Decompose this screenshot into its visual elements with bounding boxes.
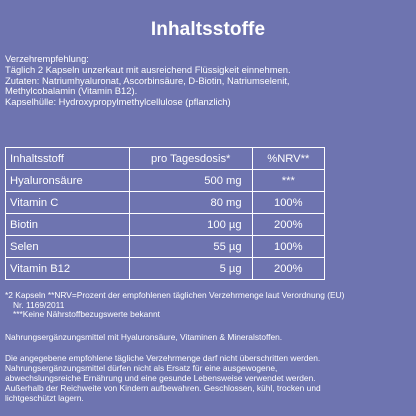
ingredient-nrv: 100%	[252, 236, 324, 258]
table-row	[6, 258, 325, 280]
warning-line: Nahrungsergänzungsmittel dürfen nicht als Ersatz für eine ausgewogene,	[5, 363, 278, 374]
ingredient-name: Biotin	[6, 214, 130, 236]
intro-line: Täglich 2 Kapseln unzerkaut mit ausreichend Flüssigkeit einnehmen.	[5, 63, 291, 75]
intro-line: Kapselhülle: Hydroxypropylmethylcellulose (pflanzlich)	[5, 96, 231, 108]
page-title: Inhaltsstoffe	[150, 19, 266, 40]
intro-line: Verzehrempfehlung:	[5, 53, 89, 64]
intro-line: Zutaten: Natriumhyaluronat, Ascorbinsäure, D-Biotin, Natriumselenit,	[5, 74, 290, 86]
column-header-daily-dose: pro Tagesdosis*	[129, 148, 252, 170]
ingredient-dose: 100 µg	[129, 214, 252, 236]
ingredient-name: Vitamin B12	[6, 258, 130, 280]
ingredient-dose: 80 mg	[129, 192, 252, 214]
warning-line: Die angegebene empfohlene tägliche Verzehrmenge darf nicht überschritten werden.	[5, 353, 321, 363]
ingredient-dose: 55 µg	[129, 236, 252, 258]
ingredient-name: Selen	[6, 236, 130, 258]
column-header-nrv: %NRV**	[252, 148, 324, 170]
ingredient-nrv: ***	[252, 170, 324, 192]
footnote-line: Nr. 1169/2011	[13, 299, 65, 310]
warnings-text	[5, 353, 411, 403]
warning-line: abwechslungsreiche Ernährung und eine gesunde Lebensweise verwendet werden.	[5, 373, 316, 384]
warning-line: lichtgeschützt lagern.	[5, 393, 84, 404]
intake-recommendation	[5, 54, 411, 108]
footnote-line: ***Keine Nährstoffbezugswerte bekannt	[13, 309, 160, 319]
footnote-line: *2 Kapseln **NRV=Prozent der empfohlenen täglichen Verzehrmenge laut Verordnung (EU)	[5, 290, 345, 300]
table-footnotes	[5, 291, 411, 320]
ingredients-table	[5, 147, 325, 280]
ingredient-dose: 500 mg	[129, 170, 252, 192]
ingredient-name: Hyaluronsäure	[6, 170, 130, 192]
product-statement: Nahrungsergänzungsmittel mit Hyaluronsäure, Vitaminen & Mineralstoffen.	[5, 332, 283, 342]
warning-line: Außerhalb der Reichweite von Kindern aufbewahren. Geschlossen, kühl, trocken und	[5, 383, 321, 394]
ingredient-nrv: 100%	[252, 192, 324, 214]
ingredient-nrv: 200%	[252, 258, 324, 280]
column-header-ingredient: Inhaltsstoff	[6, 148, 130, 170]
table-row	[6, 192, 325, 214]
intro-line: Methylcobalamin (Vitamin B12).	[5, 85, 138, 97]
table-row	[6, 236, 325, 258]
ingredient-nrv: 200%	[252, 214, 324, 236]
table-row	[6, 214, 325, 236]
ingredient-name: Vitamin C	[6, 192, 130, 214]
ingredient-dose: 5 µg	[129, 258, 252, 280]
table-row	[6, 170, 325, 192]
table-header-row	[6, 148, 325, 170]
